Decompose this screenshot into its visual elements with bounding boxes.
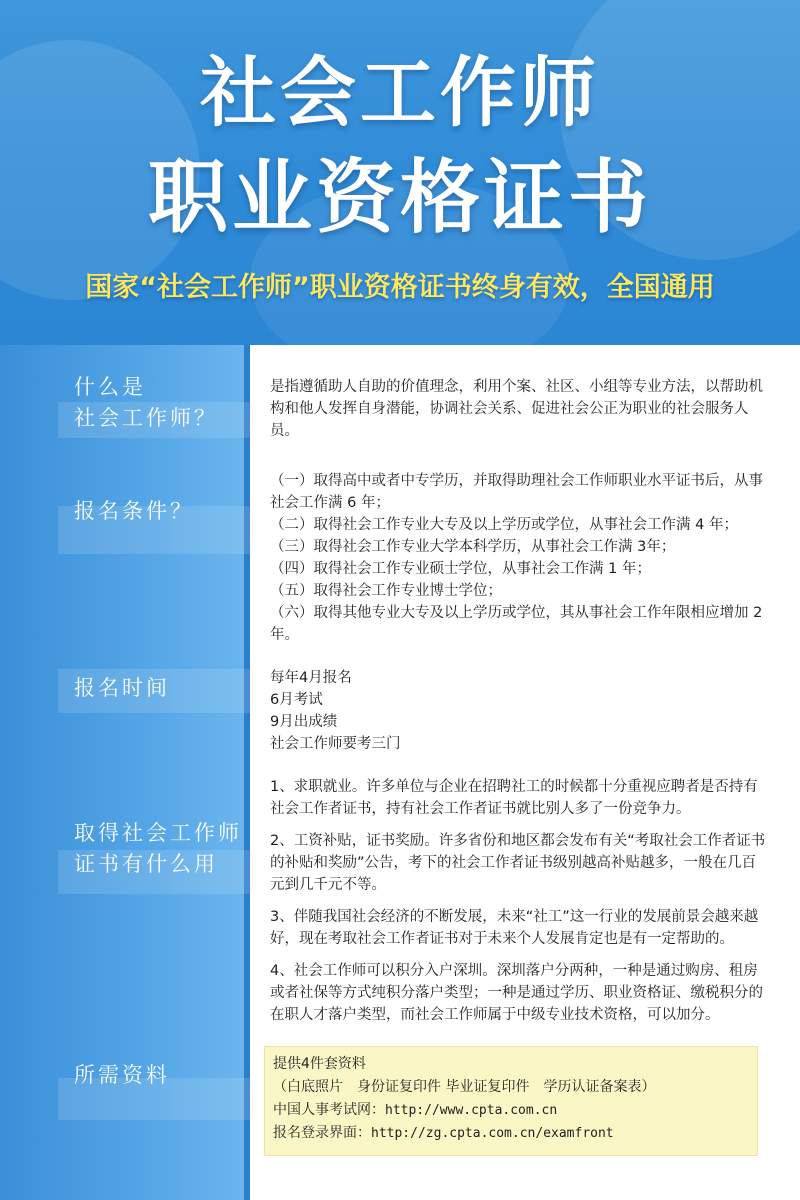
condition-item: （六）取得其他专业大专及以上学历或学位，其从事社会工作年限相应增加 2 年。 (270, 605, 763, 643)
label-uses-line2: 证书有什么用 (74, 852, 218, 876)
label-uses (0, 818, 250, 880)
condition-item: （二）取得社会工作专业大专及以上学历或学位，从事社会工作满 4 年； (270, 517, 738, 533)
materials-note (264, 1046, 758, 1156)
subtitle: 国家“社会工作师”职业资格证书终身有效，全国通用 (85, 272, 715, 303)
exam-site-label: 中国人事考试网： (273, 1102, 385, 1118)
materials-line-3 (273, 1099, 749, 1122)
time-line: 社会工作师要考三门 (270, 736, 401, 752)
login-page-url[interactable]: http://zg.cpta.com.cn/examfront (371, 1126, 614, 1141)
use-item: 1、求职就业。许多单位与企业在招聘社工的时候都十分重视应聘者是否持有社会工作者证书，持有社会工作者证书就比别人多了一份竞争力。 (270, 779, 758, 817)
label-conditions-text: 报名条件？ (74, 499, 194, 523)
what-text-block (270, 376, 770, 442)
time-line: 每年4月报名 (270, 670, 352, 686)
materials-line-4 (273, 1122, 749, 1145)
label-materials (0, 1060, 250, 1091)
what-text: 是指遵循助人自助的价值理念，利用个案、社区、小组等专业方法，以帮助机构和他人发挥自身潜能，协调社会关系、促进社会公正为职业的社会服务人员。 (270, 379, 763, 439)
condition-item: （四）取得社会工作专业硕士学位，从事社会工作满 1 年； (270, 561, 651, 577)
conditions-list (270, 470, 770, 646)
time-line: 6月考试 (270, 692, 323, 708)
condition-item: （五）取得社会工作专业博士学位； (270, 583, 502, 599)
label-what-line2: 社会工作师？ (74, 406, 218, 430)
login-page-label: 报名登录界面： (273, 1125, 371, 1141)
uses-list (270, 776, 770, 1026)
label-what-line1: 什么是 (74, 375, 146, 399)
label-time (0, 673, 250, 704)
label-uses-line1: 取得社会工作师 (74, 821, 242, 845)
use-item: 4、社会工作师可以积分入户深圳。深圳落户分两种，一种是通过购房、租房或者社保等方式纯积分落户类型；一种是通过学历、职业资格证、缴税积分的在职人才落户类型，而社会工作师属于中级专业技术资格，可以加分。 (270, 963, 763, 1023)
use-item: 3、伴随我国社会经济的不断发展，未来“社工”这一行业的发展前景会越来越好，现在考取社会工作者证书对于未来个人发展肯定也是有一定帮助的。 (270, 909, 759, 947)
title-line-1: 社会工作师 (200, 48, 600, 137)
use-item: 2、工资补贴，证书奖励。许多省份和地区都会发布有关“考取社会工作者证书的补贴和奖励”公告，考下的社会工作者证书级别越高补贴越多，一般在几百元到几千元不等。 (270, 833, 766, 893)
materials-line-2: （白底照片 身份证复印件 毕业证复印件 学历认证备案表） (273, 1079, 656, 1095)
label-conditions (0, 496, 250, 527)
label-time-text: 报名时间 (74, 676, 170, 700)
label-what (0, 372, 250, 434)
title-line-2: 职业资格证书 (148, 151, 652, 244)
label-materials-text: 所需资料 (74, 1063, 170, 1087)
time-list (270, 667, 770, 755)
time-line: 9月出成绩 (270, 714, 338, 730)
condition-item: （三）取得社会工作专业大学本科学历，从事社会工作满 3年； (270, 539, 676, 555)
bottom-margin (250, 1178, 800, 1200)
header-banner (0, 0, 800, 345)
materials-line-1: 提供4件套资料 (273, 1056, 366, 1072)
condition-item: （一）取得高中或者中专学历，并取得助理社会工作师职业水平证书后，从事社会工作满 6 年； (270, 473, 763, 511)
exam-site-url[interactable]: http://www.cpta.com.cn (385, 1103, 558, 1118)
